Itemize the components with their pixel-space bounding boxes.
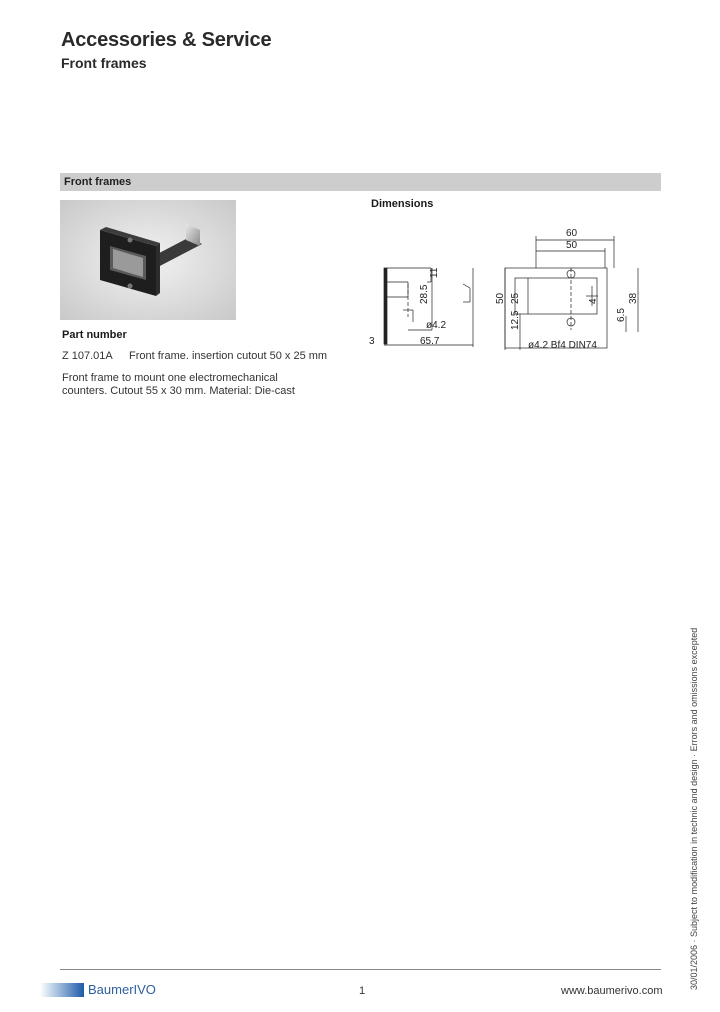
part-description: Front frame. insertion cutout 50 x 25 mm xyxy=(129,350,328,362)
page-title: Accessories & Service xyxy=(61,29,272,51)
footer-divider xyxy=(60,969,661,970)
dim-25: 25 xyxy=(510,292,521,304)
dim-4: 4 xyxy=(588,298,599,304)
part-number-heading: Part number xyxy=(62,329,127,341)
part-number: Z 107.01A xyxy=(62,350,113,362)
page-subtitle: Front frames xyxy=(61,55,147,71)
dim-65-7: 65.7 xyxy=(420,336,440,347)
dim-11: 11 xyxy=(429,267,440,278)
brand-logo-text: BaumerIVO xyxy=(88,982,156,997)
brand-logo-gradient xyxy=(40,983,84,997)
website-link[interactable]: www.baumerivo.com xyxy=(561,985,663,997)
section-header-bar xyxy=(60,173,661,191)
dim-6-5: 6.5 xyxy=(616,308,627,322)
disclaimer-note: 30/01/2006 · Subject to modification in technic and design · Errors and omissions excepted xyxy=(689,627,699,990)
dim-38: 38 xyxy=(628,292,639,304)
dim-50-side: 50 xyxy=(495,292,506,304)
page-number: 1 xyxy=(359,985,366,997)
dimension-drawing xyxy=(368,222,662,356)
dim-3: 3 xyxy=(369,336,375,347)
front-view xyxy=(495,228,639,351)
side-view xyxy=(369,267,473,347)
dim-12-5: 12.5 xyxy=(510,310,521,330)
dim-60: 60 xyxy=(566,228,578,239)
dim-28-5: 28.5 xyxy=(419,284,430,304)
product-photo xyxy=(60,200,236,320)
dimensions-heading: Dimensions xyxy=(371,198,434,210)
product-description xyxy=(62,372,322,398)
description-line-1: Front frame to mount one electromechanical xyxy=(62,372,278,384)
description-line-2: counters. Cutout 55 x 30 mm. Material: Die-cast xyxy=(62,385,295,397)
dim-50-top: 50 xyxy=(566,240,578,251)
section-header-label: Front frames xyxy=(64,176,132,188)
dim-phi-4-2-side: ø4.2 xyxy=(426,320,447,331)
note-bf4: ø4.2 Bf4 DIN74 xyxy=(528,340,597,351)
